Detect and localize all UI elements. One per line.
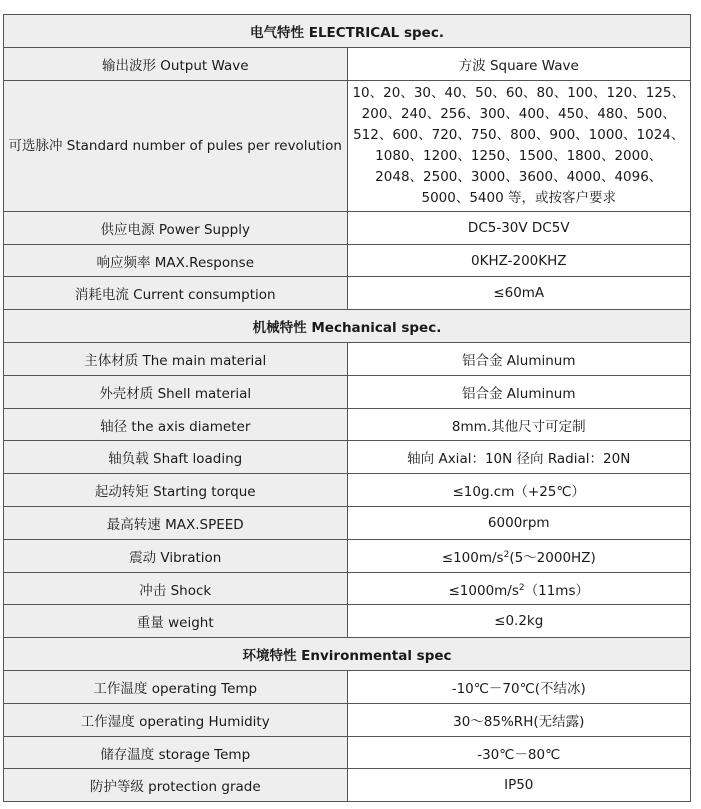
spec-value: 10、20、30、40、50、60、80、100、120、125、200、240、256、300、400、450、480、500、512、600、720、750、800、900、1000、1024、1080、1200、1250、1500、1800、2000、2048、2500、3000、3600、4000、4096、5000、5400 等，或按客户要求 (347, 81, 691, 212)
spec-label: 轴径 the axis diameter (4, 409, 348, 441)
spec-row (4, 540, 691, 573)
spec-row (4, 376, 691, 409)
spec-value: 方波 Square Wave (347, 48, 691, 81)
spec-label: 外壳材质 Shell material (4, 376, 348, 409)
spec-value: IP50 (347, 769, 691, 802)
section-title: 机械特性 Mechanical spec. (4, 310, 691, 343)
spec-label: 工作温度 operating Temp (4, 671, 348, 704)
spec-label: 工作湿度 operating Humidity (4, 704, 348, 737)
spec-row (4, 81, 691, 212)
spec-label: 输出波形 Output Wave (4, 48, 348, 81)
superscript: 2 (503, 550, 510, 560)
spec-row (4, 343, 691, 376)
spec-label: 消耗电流 Current consumption (4, 277, 348, 310)
spec-value: DC5-30V DC5V (347, 212, 691, 245)
spec-label: 轴负载 Shaft loading (4, 441, 348, 474)
spec-table (3, 14, 691, 802)
spec-label: 主体材质 The main material (4, 343, 348, 376)
value-main: ≤1000m/s (448, 582, 519, 599)
superscript: 2 (518, 582, 525, 593)
spec-value: ≤60mA (347, 277, 691, 310)
spec-value: 6000rpm (347, 507, 691, 540)
spec-row (4, 474, 691, 507)
spec-label: 冲击 Shock (4, 573, 348, 605)
spec-row (4, 48, 691, 81)
spec-value: -10℃－70℃(不结冰) (347, 671, 691, 704)
spec-label: 防护等级 protection grade (4, 769, 348, 802)
spec-value: 铝合金 Aluminum (347, 376, 691, 409)
spec-value: -30℃－80℃ (347, 737, 691, 769)
spec-row (4, 605, 691, 638)
spec-value: 轴向 Axial：10N 径向 Radial：20N (347, 441, 691, 474)
spec-label: 可选脉冲 Standard number of pules per revolution (4, 81, 348, 212)
spec-value (347, 573, 691, 605)
spec-label: 震动 Vibration (4, 540, 348, 573)
spec-row (4, 737, 691, 769)
spec-label: 供应电源 Power Supply (4, 212, 348, 245)
value-suffix: (5～2000HZ) (509, 550, 596, 566)
value-suffix: （11ms） (524, 582, 589, 599)
spec-label: 重量 weight (4, 605, 348, 638)
spec-row (4, 409, 691, 441)
spec-value: 铝合金 Aluminum (347, 343, 691, 376)
spec-row (4, 277, 691, 310)
section-title: 环境特性 Environmental spec (4, 638, 691, 671)
value-main: ≤100m/s (441, 550, 504, 566)
spec-row (4, 704, 691, 737)
section-header-mechanical (4, 310, 691, 343)
spec-row (4, 441, 691, 474)
spec-row (4, 671, 691, 704)
section-header-electrical (4, 15, 691, 48)
spec-label: 储存温度 storage Temp (4, 737, 348, 769)
spec-row (4, 507, 691, 540)
spec-label: 起动转矩 Starting torque (4, 474, 348, 507)
section-title: 电气特性 ELECTRICAL spec. (4, 15, 691, 48)
spec-value: 8mm.其他尺寸可定制 (347, 409, 691, 441)
spec-value: 0KHZ-200KHZ (347, 245, 691, 277)
spec-row (4, 769, 691, 802)
spec-row (4, 212, 691, 245)
spec-value: ≤0.2kg (347, 605, 691, 638)
spec-label: 最高转速 MAX.SPEED (4, 507, 348, 540)
spec-row (4, 573, 691, 605)
spec-value (347, 540, 691, 573)
spec-value: 30～85%RH(无结露) (347, 704, 691, 737)
spec-label: 响应频率 MAX.Response (4, 245, 348, 277)
spec-value: ≤10g.cm（+25℃） (347, 474, 691, 507)
spec-row (4, 245, 691, 277)
section-header-environmental (4, 638, 691, 671)
